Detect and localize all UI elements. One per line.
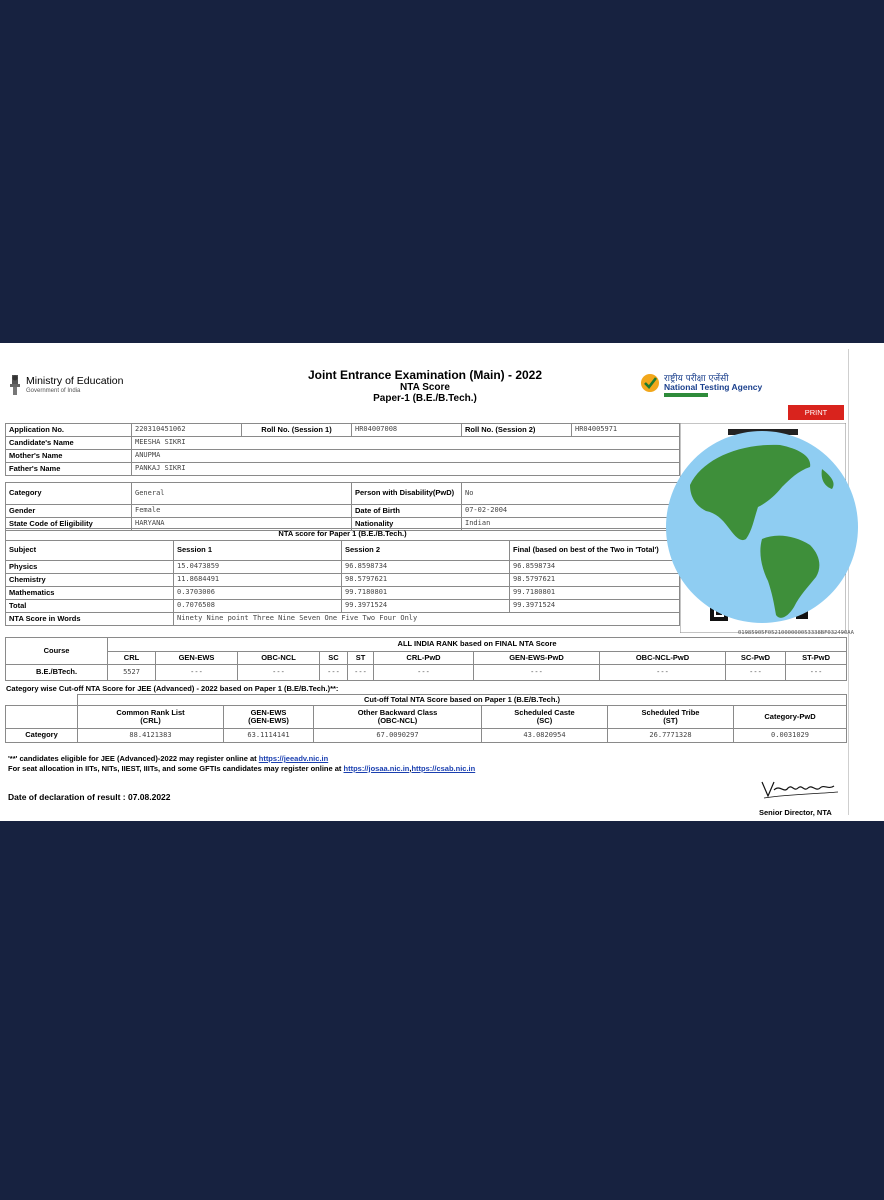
cutoff-cell: 43.0820954 bbox=[482, 729, 608, 743]
note-text-1: '**' candidates eligible for JEE (Advanced)-2022 may register online at bbox=[8, 754, 259, 763]
application-value: 220310451062 bbox=[132, 424, 242, 437]
score-header-final: Final (based on best of the Two in 'Total') bbox=[510, 541, 680, 561]
cutoff-header-line1: Scheduled Caste bbox=[514, 707, 575, 717]
cutoff-header-line2: (GEN-EWS) bbox=[248, 716, 289, 725]
score-cell: 0.3703006 bbox=[174, 587, 342, 600]
table-row bbox=[6, 587, 680, 600]
score-cell: 96.8598734 bbox=[342, 561, 510, 574]
application-label: Application No. bbox=[6, 424, 132, 437]
rank-cell: --- bbox=[238, 665, 320, 681]
score-cell: 96.8598734 bbox=[510, 561, 680, 574]
father-value: PANKAJ SIKRI bbox=[132, 463, 680, 476]
rank-header: OBC-NCL bbox=[238, 652, 320, 665]
declaration-date: Date of declaration of result : 07.08.2022 bbox=[8, 792, 171, 802]
rank-header: ST bbox=[348, 652, 374, 665]
rank-header: OBC-NCL-PwD bbox=[600, 652, 726, 665]
ministry-name: Ministry of Education bbox=[26, 375, 124, 387]
agency-name: National Testing Agency bbox=[664, 382, 763, 392]
cutoff-row-label: Category bbox=[6, 729, 78, 743]
cutoff-cell: 67.0090297 bbox=[314, 729, 482, 743]
rank-cell: --- bbox=[348, 665, 374, 681]
rank-cell: --- bbox=[474, 665, 600, 681]
score-cell: 11.8684491 bbox=[174, 574, 342, 587]
subject-cell: Mathematics bbox=[6, 587, 174, 600]
score-header-session1: Session 1 bbox=[174, 541, 342, 561]
score-cell: 98.5797621 bbox=[342, 574, 510, 587]
category-value: General bbox=[132, 483, 352, 505]
cutoff-header-line2: (SC) bbox=[536, 716, 553, 725]
gender-label: Gender bbox=[6, 505, 132, 518]
exam-title: Joint Entrance Examination (Main) - 2022 bbox=[307, 368, 543, 382]
score-cell: 99.7180801 bbox=[342, 587, 510, 600]
rank-cell: --- bbox=[786, 665, 847, 681]
rank-cell: 5527 bbox=[108, 665, 156, 681]
cutoff-cell: 88.4121383 bbox=[78, 729, 224, 743]
rank-header: CRL-PwD bbox=[374, 652, 474, 665]
cutoff-header-line1: Other Backward Class bbox=[357, 707, 438, 717]
cutoff-cell: 26.7771328 bbox=[608, 729, 734, 743]
subject-cell: Chemistry bbox=[6, 574, 174, 587]
nationality-label: Nationality bbox=[352, 518, 462, 531]
cutoff-header-line1: Common Rank List bbox=[116, 707, 185, 717]
spacer-row bbox=[6, 476, 680, 483]
notes bbox=[8, 754, 475, 774]
page-title bbox=[250, 368, 600, 404]
cutoff-header bbox=[734, 706, 847, 729]
score-cell: 99.7180801 bbox=[510, 587, 680, 600]
table-row bbox=[6, 600, 680, 613]
cutoff-header bbox=[78, 706, 224, 729]
table-row bbox=[6, 665, 847, 681]
cutoff-header bbox=[608, 706, 734, 729]
ministry-subtitle: Government of India bbox=[26, 388, 81, 394]
cutoff-header bbox=[224, 706, 314, 729]
mother-label: Mother's Name bbox=[6, 450, 132, 463]
rank-cell: --- bbox=[726, 665, 786, 681]
mother-value: ANUPMA bbox=[132, 450, 680, 463]
score-caption: NTA score for Paper 1 (B.E./B.Tech.) bbox=[6, 529, 680, 541]
cutoff-cell: 0.0031029 bbox=[734, 729, 847, 743]
cutoff-corner bbox=[6, 706, 78, 729]
signatory-title: Senior Director, NTA bbox=[759, 808, 832, 817]
rank-header: GEN-EWS bbox=[156, 652, 238, 665]
subject-cell: Physics bbox=[6, 561, 174, 574]
candidate-details-table bbox=[5, 423, 680, 531]
cutoff-blank bbox=[6, 695, 78, 706]
score-header-subject: Subject bbox=[6, 541, 174, 561]
note-line-1 bbox=[8, 754, 475, 764]
cutoff-cell: 63.1114141 bbox=[224, 729, 314, 743]
rank-header: CRL bbox=[108, 652, 156, 665]
score-cell: 0.7076508 bbox=[174, 600, 342, 613]
roll1-label: Roll No. (Session 1) bbox=[242, 424, 352, 437]
rank-cell: --- bbox=[600, 665, 726, 681]
cutoff-caption: Cut-off Total NTA Score based on Paper 1 (B.E/B.Tech.) bbox=[78, 695, 847, 706]
cutoff-header-line1: GEN-EWS bbox=[250, 707, 287, 717]
roll1-value: HR04007008 bbox=[352, 424, 462, 437]
note-text-2: For seat allocation in IITs, NITs, IIEST, IIITs, and some GFTIs candidates may register online at bbox=[8, 763, 344, 773]
roll2-label: Roll No. (Session 2) bbox=[462, 424, 572, 437]
father-label: Father's Name bbox=[6, 463, 132, 476]
nta-check-icon bbox=[640, 373, 660, 393]
score-cell: 15.0473859 bbox=[174, 561, 342, 574]
paper-title: Paper-1 (B.E./B.Tech.) bbox=[373, 393, 477, 404]
signature bbox=[760, 778, 840, 800]
table-row bbox=[6, 574, 680, 587]
roll2-value: HR04005971 bbox=[572, 424, 680, 437]
link-separator: , bbox=[409, 763, 412, 773]
dob-label: Date of Birth bbox=[352, 505, 462, 518]
rank-caption: ALL INDIA RANK based on FINAL NTA Score bbox=[108, 638, 847, 652]
cutoff-header bbox=[314, 706, 482, 729]
print-button[interactable]: PRINT bbox=[788, 405, 844, 420]
cutoff-header bbox=[482, 706, 608, 729]
table-row bbox=[6, 561, 680, 574]
gender-value: Female bbox=[132, 505, 352, 518]
score-words-label: NTA Score in Words bbox=[6, 613, 174, 626]
cutoff-header-line2: (CRL) bbox=[140, 716, 161, 725]
ministry-logo bbox=[8, 373, 138, 399]
course-value: B.E./BTech. bbox=[6, 665, 108, 681]
dob-value: 07-02-2004 bbox=[462, 505, 680, 518]
subject-cell: Total bbox=[6, 600, 174, 613]
cutoff-header-line2: (ST) bbox=[663, 716, 678, 725]
state-value: HARYANA bbox=[132, 518, 352, 531]
name-value: MEESHA SIKRI bbox=[132, 437, 680, 450]
cutoff-header-line2: (OBC-NCL) bbox=[377, 716, 418, 725]
jeeadv-link[interactable]: https://jeeadv.nic.in bbox=[258, 754, 329, 763]
rank-header: GEN-EWS-PwD bbox=[474, 652, 600, 665]
nta-logo bbox=[640, 371, 780, 403]
score-cell: 99.3971524 bbox=[510, 600, 680, 613]
globe-icon bbox=[662, 427, 862, 627]
nta-score-table bbox=[5, 528, 680, 626]
josaa-link[interactable]: https://josaa.nic.in bbox=[343, 763, 410, 773]
agency-tagline-bar bbox=[664, 393, 708, 397]
course-header: Course bbox=[6, 638, 108, 665]
qr-serial: 01985905F0521000000053338BF03249OAA bbox=[738, 630, 854, 636]
rank-table bbox=[5, 637, 847, 681]
cutoff-heading: Category wise Cut-off NTA Score for JEE (Advanced) - 2022 based on Paper 1 (B.E/B.Tech.)**: bbox=[6, 684, 339, 693]
score-card bbox=[0, 343, 884, 821]
rank-header: SC-PwD bbox=[726, 652, 786, 665]
pwd-label: Person with Disability(PwD) bbox=[352, 483, 462, 505]
cutoff-header-line1: Scheduled Tribe bbox=[641, 707, 700, 717]
table-row bbox=[6, 729, 847, 743]
category-label: Category bbox=[6, 483, 132, 505]
rank-header: SC bbox=[320, 652, 348, 665]
agency-name-hindi: राष्ट्रीय परीक्षा एजेंसी bbox=[664, 374, 729, 384]
rank-cell: --- bbox=[156, 665, 238, 681]
emblem-icon bbox=[8, 373, 22, 397]
score-cell: 99.3971524 bbox=[342, 600, 510, 613]
pwd-value: No bbox=[462, 483, 680, 505]
rank-header: ST-PwD bbox=[786, 652, 847, 665]
rank-cell: --- bbox=[320, 665, 348, 681]
score-subtitle: NTA Score bbox=[399, 382, 450, 393]
score-cell: 98.5797621 bbox=[510, 574, 680, 587]
name-label: Candidate's Name bbox=[6, 437, 132, 450]
nationality-value: Indian bbox=[462, 518, 680, 531]
csab-link[interactable]: https://csab.nic.in bbox=[411, 763, 476, 773]
rank-cell: --- bbox=[374, 665, 474, 681]
score-words-value: Ninety Nine point Three Nine Seven One Five Two Four Only bbox=[174, 613, 680, 626]
state-label: State Code of Eligibility bbox=[6, 518, 132, 531]
note-line-2 bbox=[8, 764, 475, 774]
score-header-session2: Session 2 bbox=[342, 541, 510, 561]
cutoff-header-line1: Category-PwD bbox=[764, 711, 816, 721]
cutoff-table bbox=[5, 694, 847, 743]
